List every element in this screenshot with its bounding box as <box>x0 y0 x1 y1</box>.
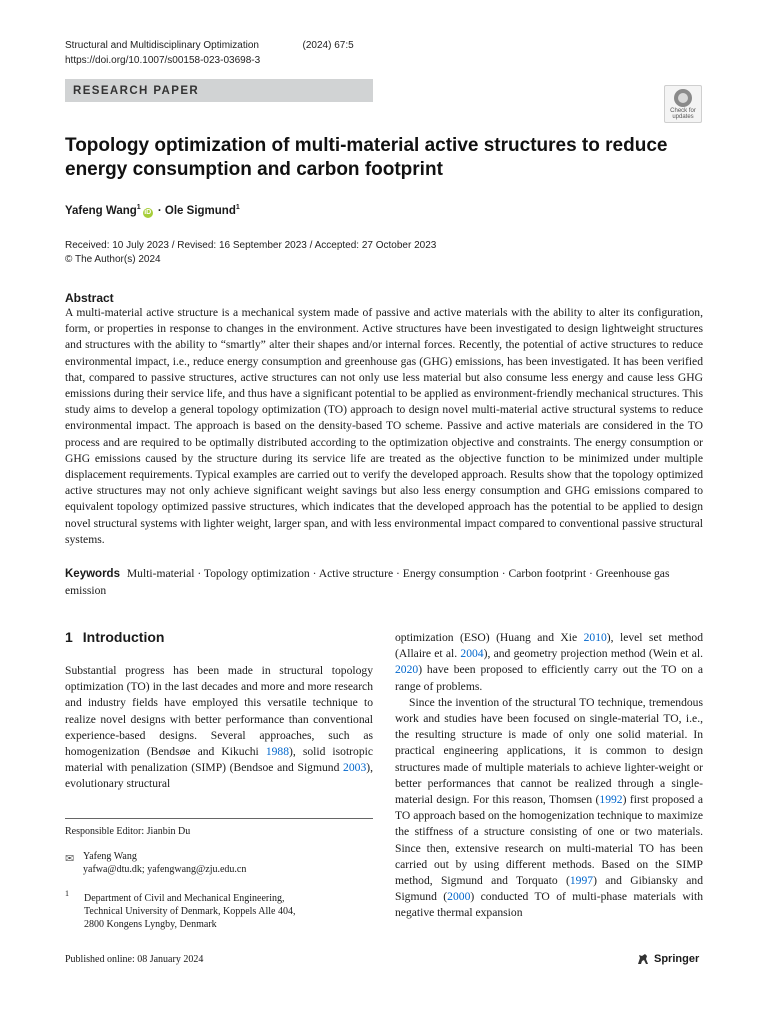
citation-link[interactable]: 1997 <box>569 874 594 888</box>
text-run: ) first proposed a TO approach based on the homogenization technique to maximize the stiffness of a structure consisting of one or two materials. Since then, extensive research on multi-material TO has been carried out by using different methods. Based on the SIMP method, Sigmund and Torquato ( <box>395 793 703 888</box>
envelope-icon: ✉ <box>65 853 75 865</box>
affiliation-line: Technical University of Denmark, Koppels Alle 404, <box>84 906 296 917</box>
springer-horse-icon <box>636 952 650 966</box>
published-date: Published online: 08 January 2024 <box>65 954 204 965</box>
corresponding-email[interactable]: yafwa@dtu.dk; yafengwang@zju.edu.cn <box>83 864 247 875</box>
paragraph <box>395 695 703 922</box>
journal-name: Structural and Multidisciplinary Optimization <box>65 40 259 51</box>
affiliation <box>84 892 295 931</box>
abstract-heading: Abstract <box>65 291 114 305</box>
abstract-text: A multi-material active structure is a mechanical system made of passive and active materials with the ability to alter its configuration, form, or properties in response to changes in the environment. Active structures have been investigated to design lightweight structures and structures with the ability to “smartly” alter their shapes and/or internal forces. Recently, the potential of active structures to reduce environmental impact, i.e., reduce energy consumption and greenhouse gas (GHG) emissions, has been investigated. It has been verified that, compared to passive structures, active structures can not only use less material but also consume less energy and cause less GHG emissions during their service life, and thus have a significant potential to be applied as environment-friendly mechanical structures. This study aims to develop a general topology optimization (TO) approach to design novel multi-material active structural systems to reduce environmental impact. The approach is based on the density-based TO scheme. Passive and active materials are considered in the TO process and are required to be optimally distributed according to the optimization objective and constraints. The energy consumption or GHG emissions caused by the structure during its service life are treated as the objective function to be minimized under multiple displacement requirements. Typical examples are carried out to verify the developed approach. Results show that the topology optimized active structures may not only achieve significant weight savings but also less energy consumption and GHG emissions compared to equivalent topology optimized passive structures, which indicates that the developed approach has the potential to be applied to design novel structural systems with lighter weight, larger span, and with less environmental impact compared to conventional passive structural systems. <box>65 306 703 546</box>
citation-link[interactable]: 2010 <box>583 631 607 644</box>
intro-right-column <box>395 630 703 922</box>
keywords <box>65 566 703 599</box>
citation-link[interactable]: 2003 <box>343 761 367 775</box>
citation-link[interactable]: 1992 <box>599 793 623 807</box>
keywords-list: Multi-material · Topology optimization · Active structure · Energy consumption · Carbon footprint · Greenhouse gas emission <box>65 567 670 597</box>
citation-link[interactable]: 1988 <box>265 745 289 759</box>
journal-header <box>65 40 354 51</box>
check-updates-line1: Check for <box>670 108 696 114</box>
intro-left-column <box>65 663 373 793</box>
copyright: © The Author(s) 2024 <box>65 254 161 265</box>
text-run: Since the invention of the structural TO technique, tremendous work and studies have been focused on single-material TO, i.e., the resulting structure is made of only one solid material. In practical engineering applications, it is common to design structures made of multiple materials to achieve lighter-weight or better performances that cannot be realized through a single-material design. For this reason, Thomsen ( <box>395 695 703 807</box>
paper-title: Topology optimization of multi-material active structures to reduce energy consumption and carbon footprint <box>65 135 668 180</box>
section-number: 1 <box>65 629 73 645</box>
affiliation-number: 1 <box>65 889 69 898</box>
check-updates-icon <box>674 89 692 107</box>
check-for-updates-badge[interactable] <box>664 85 702 123</box>
text-run: Substantial progress has been made in structural topology optimization (TO) in the last decades and more and more research and industry fields have employed this versatile technique to realize novel designs with better performance than conventional experience-based designs. Several approaches, such as homogenization (Bendsøe and Kikuchi <box>65 664 373 759</box>
journal-volume: (2024) 67:5 <box>302 40 354 51</box>
affiliation-line: Department of Civil and Mechanical Engineering, <box>84 893 285 904</box>
affiliation-line: 2800 Kongens Lyngby, Denmark <box>84 919 217 930</box>
doi-link[interactable]: https://doi.org/10.1007/s00158-023-03698-3 <box>65 55 261 66</box>
text-run: ), level set method (Allaire et al. <box>395 631 704 661</box>
text-run: ), and geometry projection method (Wein et al. <box>483 647 703 661</box>
text-run: ), solid isotropic material with penalization (SIMP) (Bendsoe and Sigmund <box>65 745 373 775</box>
corresponding-author: Yafeng Wang <box>83 851 137 862</box>
author-1-affil: 1 <box>136 204 141 211</box>
publisher-logo <box>636 952 699 966</box>
author-2-affil: 1 <box>235 204 240 211</box>
citation-link[interactable]: 2000 <box>447 890 471 904</box>
responsible-editor: Responsible Editor: Jianbin Du <box>65 826 191 837</box>
text-run: ), evolutionary structural <box>65 761 373 791</box>
paragraph <box>395 630 703 695</box>
keywords-heading: Keywords <box>65 568 120 580</box>
publisher-name: Springer <box>654 953 700 965</box>
section-heading-introduction <box>65 629 164 645</box>
text-run: ) have been proposed to efficiently carry out the TO on a range of problems. <box>395 663 703 693</box>
text-run: ) conducted TO of multi-phase materials with negative thermal expansion <box>395 890 703 920</box>
orcid-icon[interactable]: iD <box>144 208 152 216</box>
history-dates: Received: 10 July 2023 / Revised: 16 September 2023 / Accepted: 27 October 2023 <box>65 240 437 251</box>
author-list <box>65 204 240 218</box>
author-2[interactable]: Ole Sigmund <box>164 204 236 217</box>
article-type-banner: RESEARCH PAPER <box>65 79 373 102</box>
text-run: ) and Gibiansky and Sigmund ( <box>395 874 703 904</box>
text-run: optimization (ESO) (Huang and Xie <box>395 631 584 644</box>
citation-link[interactable]: 2020 <box>395 663 419 677</box>
author-1[interactable]: Yafeng Wang <box>65 204 137 217</box>
author-separator: · <box>154 204 165 217</box>
check-updates-line2: updates <box>672 114 694 120</box>
citation-link[interactable]: 2004 <box>460 647 484 661</box>
section-title: Introduction <box>82 629 165 645</box>
footnote-divider <box>65 818 373 819</box>
